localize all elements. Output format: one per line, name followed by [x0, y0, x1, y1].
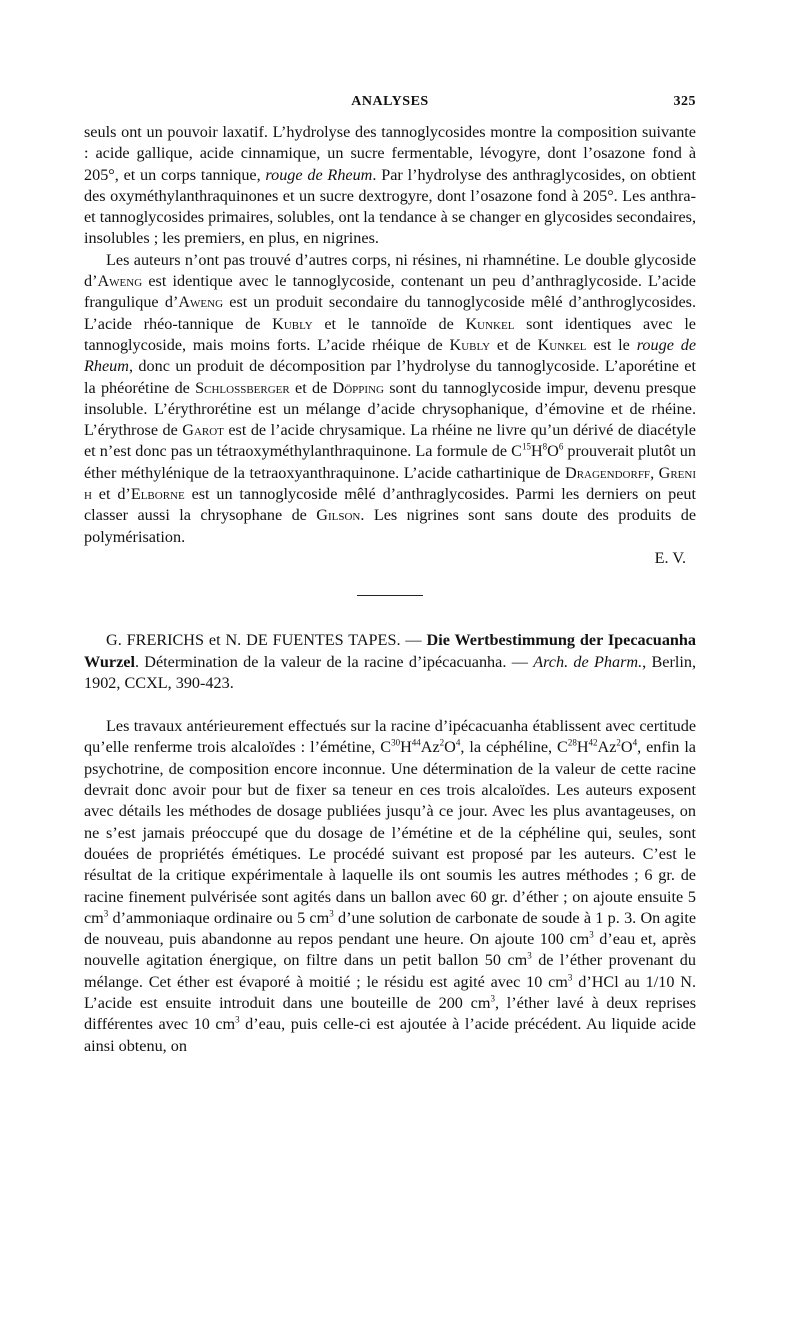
name-greni: Greni h	[84, 463, 696, 504]
page-number: 325	[673, 94, 696, 109]
name-schlossberger: Schlossberger	[195, 378, 290, 397]
journal-name: Arch. de Pharm.	[533, 652, 643, 671]
article-authors: G. FRERICHS et N. DE FUENTES TAPES.	[106, 631, 401, 650]
name-kubly: Kubly	[272, 314, 313, 333]
signature: E. V.	[654, 548, 686, 567]
name-kunkel: Kunkel	[465, 314, 515, 333]
name-dragendorff: Dragendorff	[565, 463, 651, 482]
name-aweng: Aweng	[178, 293, 224, 312]
name-aweng: Aweng	[97, 272, 143, 291]
name-gilson: Gilson	[316, 506, 361, 525]
name-dopping: Döpping	[332, 378, 384, 397]
name-kubly: Kubly	[449, 335, 491, 354]
name-elborne: Elborne	[130, 485, 185, 504]
section-divider	[357, 595, 423, 596]
article-title: Die Wertbestimmung der Ipecacuanha Wurzel	[84, 631, 697, 671]
header-title: ANALYSES	[351, 94, 429, 109]
running-header	[84, 94, 696, 116]
paragraph-continuation: seuls ont un pouvoir laxatif. L’hydrolyse des tannoglycosides montre la composition suivante : acide gallique, acide cinnamique, un sucre fermentable, lévogyre, dont l’osazone fond à 205°, et un corps tannique, rouge de Rheum. Par l’hydrolyse des anthraglycosides, on obtient des oxyméthylanthraquinones et un sucre dextrogyre, dont l’osazone fond à 205°. Les anthra- et tannoglycosides primaires, solubles, ont la tendance à se changer en glycosides secondaires, insolubles ; les premiers, en plus, en nigrines.	[84, 123, 696, 248]
page-body	[84, 122, 696, 1057]
article-heading: G. FRERICHS et N. DE FUENTES TAPES. — Die Wertbestimmung der Ipecacuanha Wurzel. Détermination de la valeur de la racine d’ipécacuanha. — Arch. de Pharm., Berlin, 1902, CCXL, 390-423.	[84, 631, 697, 692]
paragraph-ipecacuanha: Les travaux antérieurement effectués sur la racine d’ipécacuanha établissent avec certitude qu’elle renferme trois alcaloïdes : l’émétine, $C^{30}H^{44}Az^2O^4$, la céphéline, $C^{28}H^{42}Az^2O^4$, enfin la psychotrine, de composition encore inconnue. Une détermination de la valeur de cette racine devrait donc avoir pour but de fixer sa teneur en ces trois alcaloïdes. Les auteurs exposent avec détails les méthodes de dosage publiées jusqu’à ce jour. Avec les plus avantageuses, on ne s’est jamais préoccupé que du dosage de l’émétine et de la céphéline qui, seules, sont douées de propriétés émétiques. Le procédé suivant est proposé par les auteurs. C’est le résultat de la critique expérimentale à laquelle ils ont soumis les autres méthodes ; 6 gr. de racine finement pulvérisée sont agités dans un ballon avec 60 gr. d’éther ; on ajoute ensuite 5 $cm^3$ d’ammoniaque ordinaire ou 5 $cm^3$ d’une solution de carbonate de soude à 1 p. 3. On agite de nouveau, puis abandonne au repos pendant une heure. On ajoute 100 $cm^3$ d’eau et, après nouvelle agitation énergique, on filtre dans un petit ballon 50 $cm^3$ de l’éther provenant du mélange. Cet éther est évaporé à moitié ; le résidu est agité avec 10 $cm^3$ d’HCl au 1/10 N. L’acide est ensuite introduit dans une bouteille de 200 $cm^3$, l’éther lavé à deux reprises différentes avec 10 $cm^3$ d’eau, puis celle-ci est ajoutée à l’acide précédent. Au liquide acide ainsi obtenu, on	[84, 717, 697, 1055]
name-garot: Garot	[182, 421, 224, 440]
paragraph-authors-findings: Les auteurs n’ont pas trouvé d’autres corps, ni résines, ni rhamnétine. Le double glycoside d’Aweng est identique avec le tannoglycoside, contenant un peu d’anthraglycoside. L’acide frangulique d’Aweng est un produit secondaire du tannoglycoside mêlé d’anthroglycosides. L’acide rhéo-tannique de Kubly et le tannoïde de Kunkel sont identiques avec le tannoglycoside, mais moins forts. L’acide rhéique de Kubly et de Kunkel est le rouge de Rheum, donc un produit de décomposition par l’hydrolyse du tannoglycoside. L’aporétine et la phéorétine de Schlossberger et de Döpping sont du tannoglycoside impur, devenu presque insoluble. L’érythrorétine est un mélange d’acide chrysophanique, d’émovine et de rhéine. L’érythrose de Garot est de l’acide chrysamique. La rhéine ne livre qu’un dérivé de diacétyle et n’est donc pas un tétraoxyméthylanthraquinone. La formule de $C^{15}H^8O^6$ prouverait plutôt un éther méthylénique de la tetraoxyanthraquinone. L’acide cathartinique de Dragendorff, Greni h et d’Elborne est un tannoglycoside mêlé d’anthraglycosides. Parmi les derniers on peut classer aussi la chrysophane de Gilson. Les nigrines sont sans doute des produits de polymérisation.	[84, 250, 697, 546]
name-kunkel: Kunkel	[537, 335, 587, 354]
